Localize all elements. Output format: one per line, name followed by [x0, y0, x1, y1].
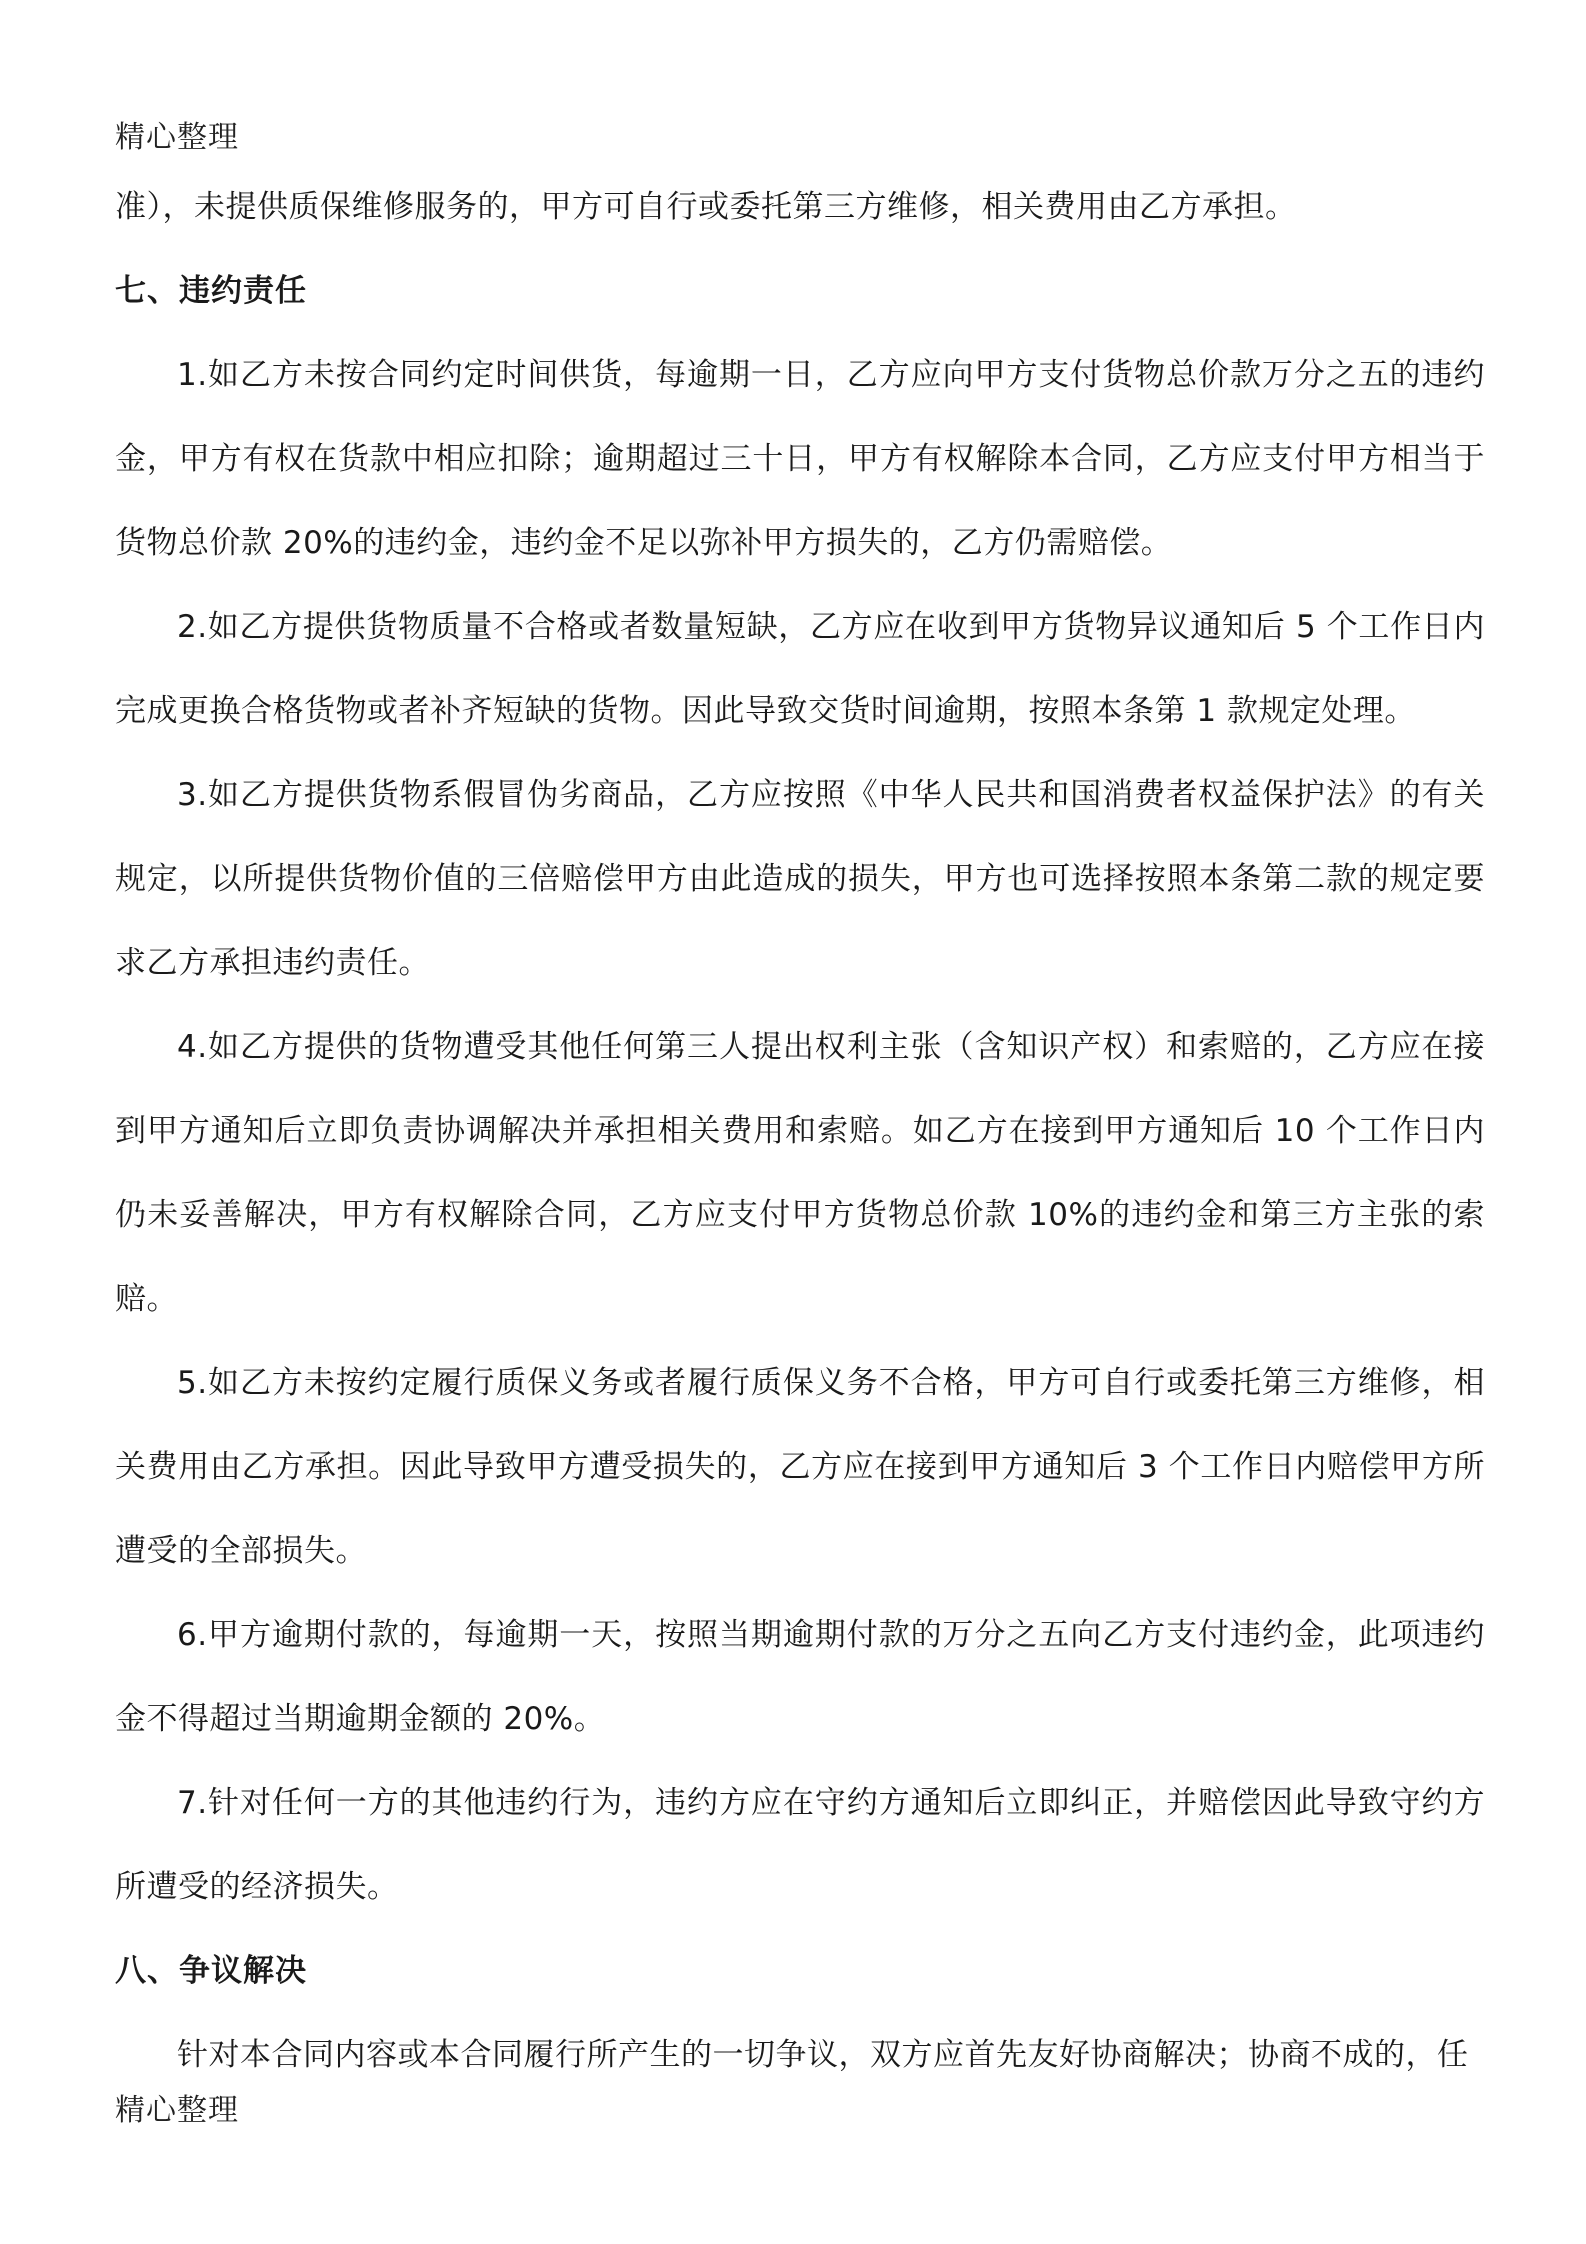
section-heading-breach: 七、违约责任 — [115, 273, 307, 309]
clause-4: 4.如乙方提供的货物遭受其他任何第三人提出权利主张（含知识产权）和索赔的，乙方应在接到甲方通知后立即负责协调解决并承担相关费用和索赔。如乙方在接到甲方通知后 10 个工作日内仍未妥善解决，甲方有权解除合同，乙方应支付甲方货物总价款 10%的违约金和第三方主张的索赔。 — [115, 1029, 1485, 1317]
clause-6: 6.甲方逾期付款的，每逾期一天，按照当期逾期付款的万分之五向乙方支付违约金，此项违约金不得超过当期逾期金额的 20%。 — [115, 1617, 1485, 1737]
footer-note: 精心整理 — [115, 2093, 239, 2128]
clause-7: 7.针对任何一方的其他违约行为，违约方应在守约方通知后立即纠正，并赔偿因此导致守约方所遭受的经济损失。 — [115, 1785, 1485, 1905]
section-heading-dispute: 八、争议解决 — [115, 1953, 307, 1989]
clause-5: 5.如乙方未按约定履行质保义务或者履行质保义务不合格，甲方可自行或委托第三方维修，相关费用由乙方承担。因此导致甲方遭受损失的，乙方应在接到甲方通知后 3 个工作日内赔偿甲方所遭受的全部损失。 — [115, 1365, 1485, 1569]
clause-1: 1.如乙方未按合同约定时间供货，每逾期一日，乙方应向甲方支付货物总价款万分之五的违约金，甲方有权在货款中相应扣除；逾期超过三十日，甲方有权解除本合同，乙方应支付甲方相当于货物总价款 20%的违约金，违约金不足以弥补甲方损失的，乙方仍需赔偿。 — [115, 357, 1485, 561]
dispute-paragraph: 针对本合同内容或本合同履行所产生的一切争议，双方应首先友好协商解决；协商不成的，任 — [177, 2037, 1469, 2073]
clause-2: 2.如乙方提供货物质量不合格或者数量短缺，乙方应在收到甲方货物异议通知后 5 个工作日内完成更换合格货物或者补齐短缺的货物。因此导致交货时间逾期，按照本条第 1 款规定处理。 — [115, 609, 1485, 729]
continuation-paragraph: 准），未提供质保维修服务的，甲方可自行或委托第三方维修，相关费用由乙方承担。 — [115, 189, 1297, 225]
clause-3: 3.如乙方提供货物系假冒伪劣商品，乙方应按照《中华人民共和国消费者权益保护法》的有关规定，以所提供货物价值的三倍赔偿甲方由此造成的损失，甲方也可选择按照本条第二款的规定要求乙方承担违约责任。 — [115, 777, 1485, 981]
document-content — [115, 165, 1485, 2097]
header-note: 精心整理 — [115, 120, 239, 155]
